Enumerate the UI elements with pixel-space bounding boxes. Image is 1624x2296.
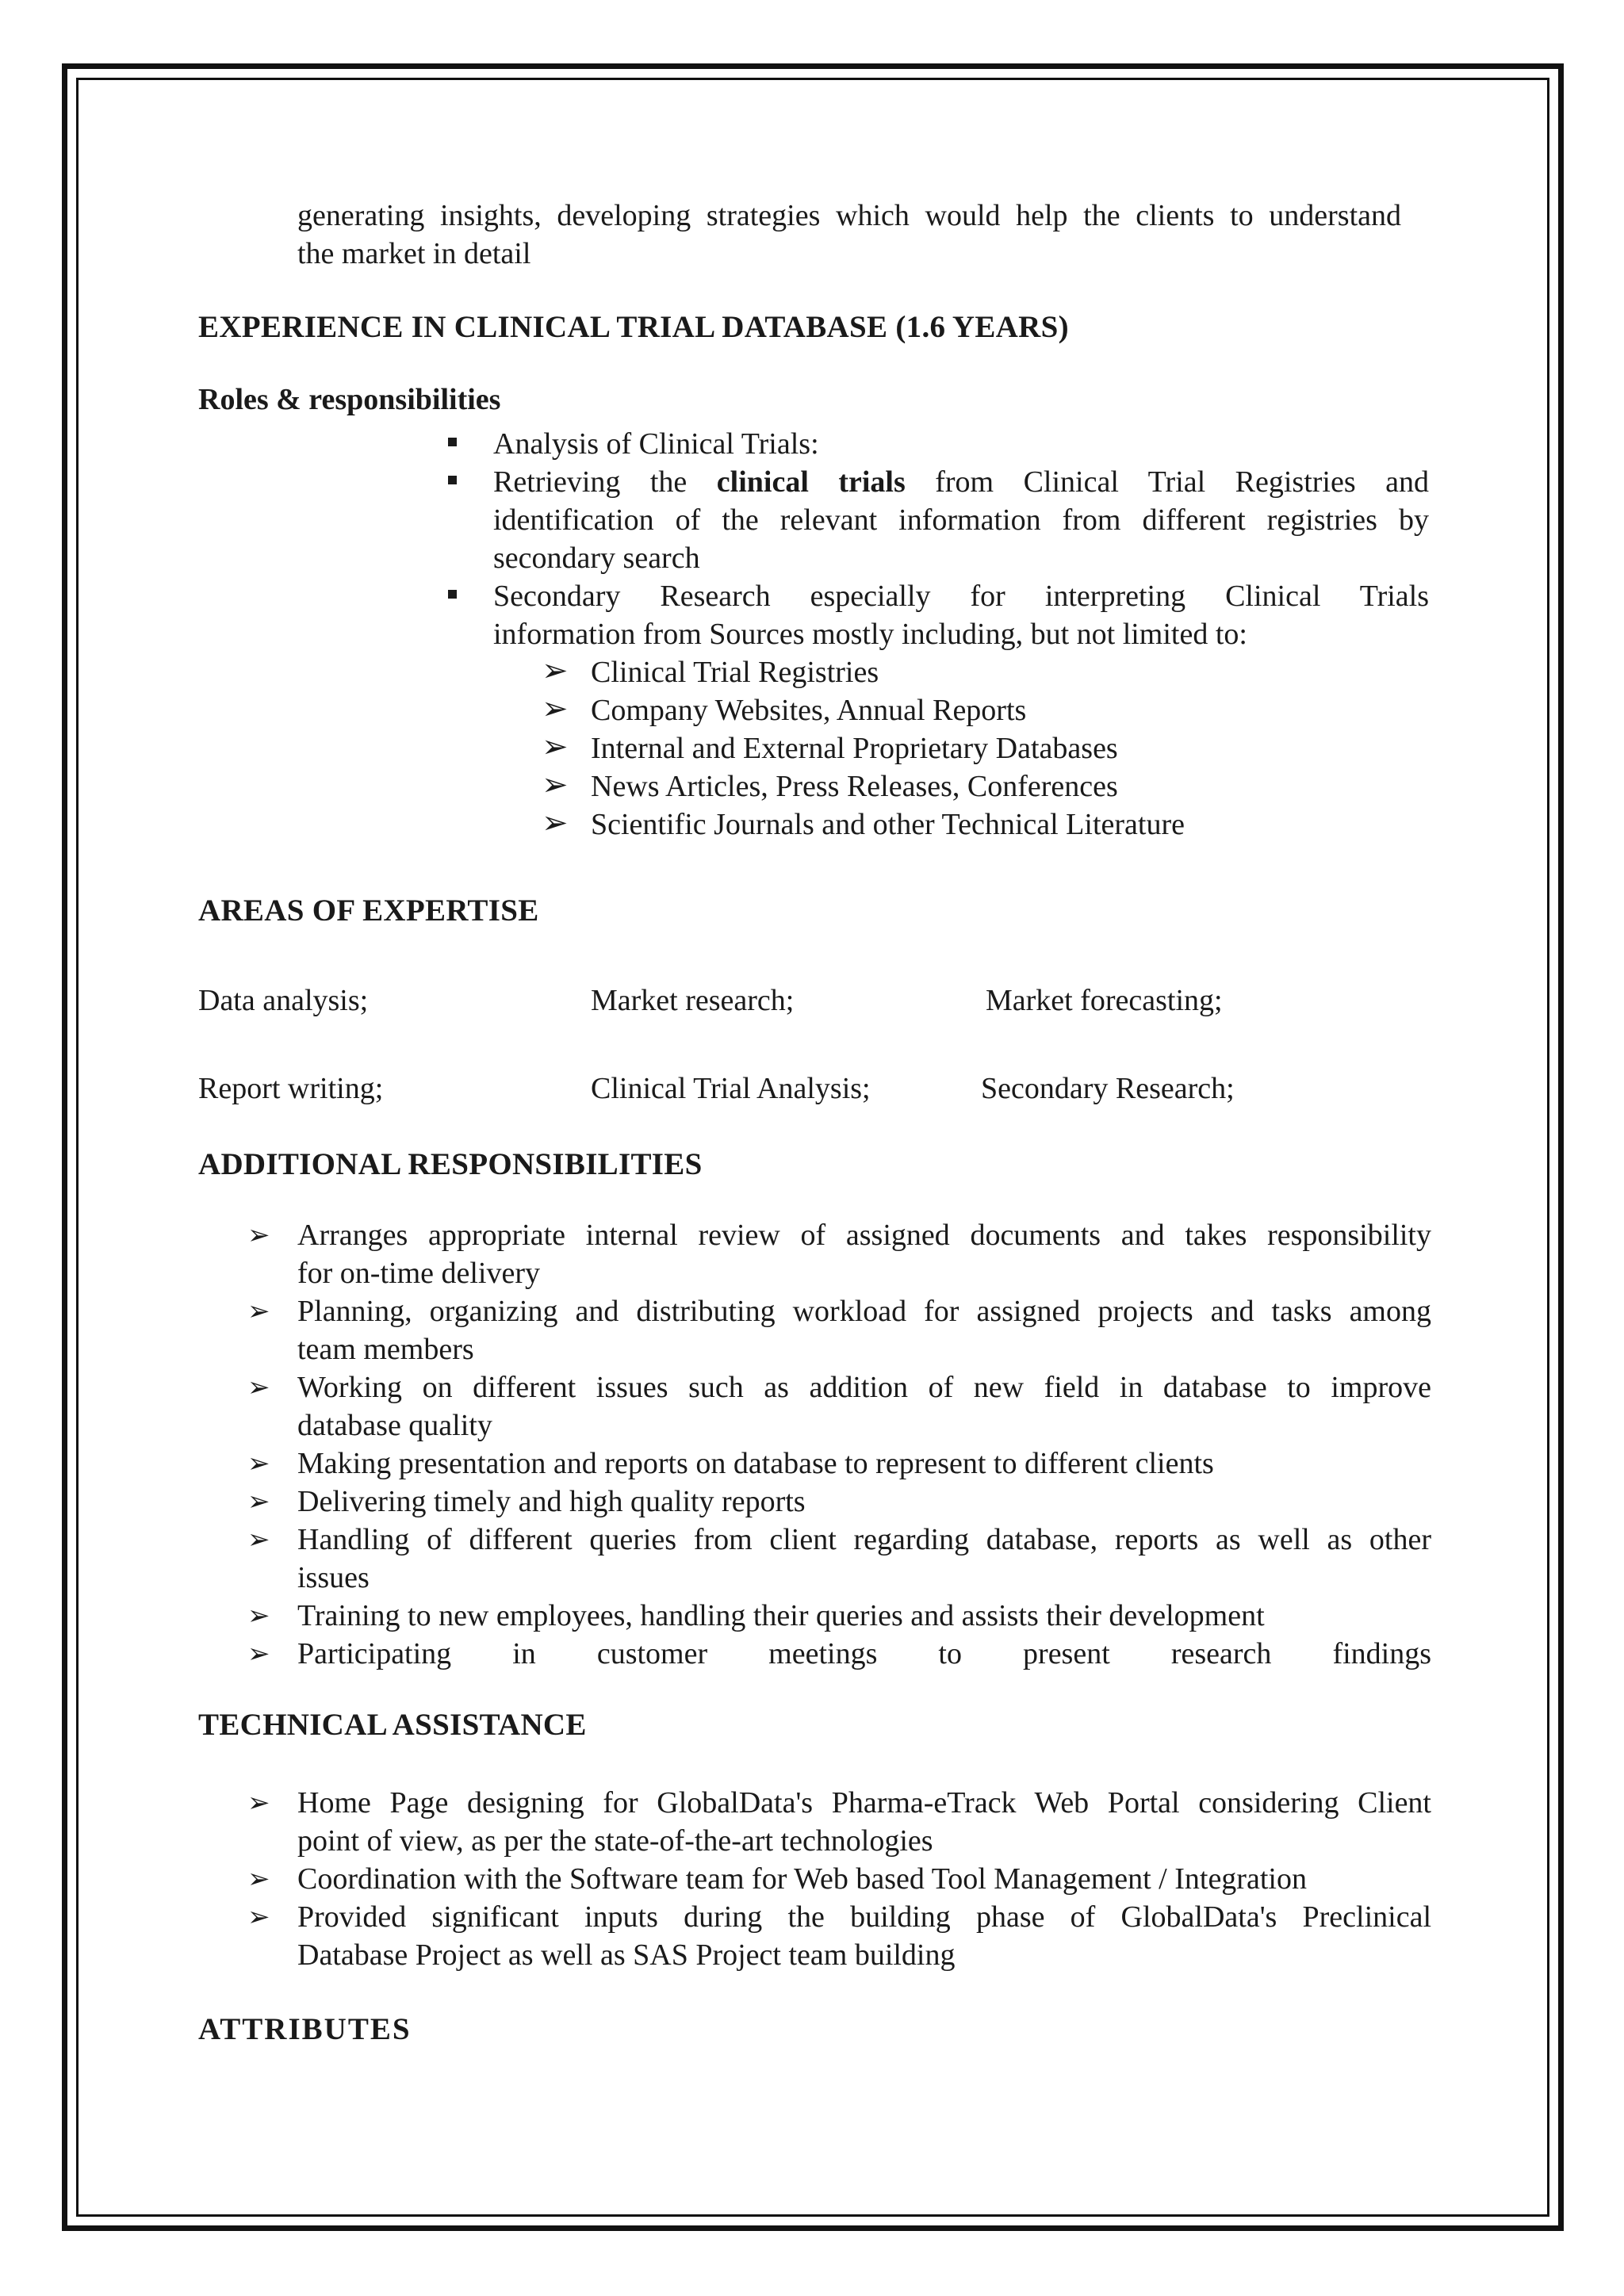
arrow-bullet-icon: ➢ [542,729,569,765]
technical-item-line-2: point of view, as per the state-of-the-art technologies [297,1824,933,1858]
additional-item-line-1: Planning, organizing and distributing workload for assigned projects and tasks among [297,1295,1431,1328]
arrow-bullet-icon: ➢ [542,652,569,689]
arrow-bullet-icon: ➢ [247,1787,270,1819]
additional-item-line-1: Training to new employees, handling their queries and assists their development [297,1599,1265,1632]
arrow-bullet-icon: ➢ [542,767,569,803]
additional-item-line-1: Making presentation and reports on database to represent to different clients [297,1447,1214,1480]
square-bullet-icon [448,476,457,484]
arrow-bullet-icon: ➢ [247,1448,270,1479]
clinical-heading: EXPERIENCE IN CLINICAL TRIAL DATABASE (1.6 YEARS) [198,310,1069,344]
clinical-bullet-2-line-3: secondary search [493,541,700,575]
clinical-bullet-2-line-2: identification of the relevant information from different registries by [493,503,1429,537]
arrow-bullet-icon: ➢ [247,1524,270,1556]
technical-item-line-1: Home Page designing for GlobalData's Pharma-eTrack Web Portal considering Client [297,1786,1431,1820]
technical-item-line-1: Coordination with the Software team for Web based Tool Management / Integration [297,1862,1307,1896]
additional-item-line-2: for on-time delivery [297,1257,541,1290]
attributes-heading: ATTRIBUTES [198,2012,412,2046]
arrow-bullet-icon: ➢ [247,1863,270,1895]
expertise-heading: AREAS OF EXPERTISE [198,894,539,928]
arrow-bullet-icon: ➢ [247,1600,270,1632]
clinical-bullet-1: Analysis of Clinical Trials: [493,427,819,461]
additional-heading: ADDITIONAL RESPONSIBILITIES [198,1147,703,1181]
additional-item-line-1: Arranges appropriate internal review of assigned documents and takes responsibility [297,1219,1431,1252]
square-bullet-icon [448,590,457,599]
arrow-bullet-icon: ➢ [247,1638,270,1670]
additional-item-line-1: Working on different issues such as addition of new field in database to improve [297,1371,1431,1404]
additional-item-line-2: issues [297,1561,370,1594]
arrow-bullet-icon: ➢ [247,1372,270,1403]
arrow-bullet-icon: ➢ [247,1901,270,1933]
arrow-bullet-icon: ➢ [247,1486,270,1517]
expertise-item: Market forecasting; [986,984,1223,1017]
arrow-bullet-icon: ➢ [542,805,569,841]
additional-item-line-1: Participating in customer meetings to present research findings [297,1637,1431,1670]
expertise-item: Secondary Research; [981,1072,1235,1105]
clinical-trials-emphasis: clinical trials [716,465,906,499]
source-item: News Articles, Press Releases, Conferences [591,770,1118,803]
additional-item-line-2: database quality [297,1409,492,1442]
intro-line-1: generating insights, developing strategies which would help the clients to understand [297,199,1401,232]
expertise-item: Report writing; [198,1072,384,1105]
arrow-bullet-icon: ➢ [247,1295,270,1327]
expertise-item: Data analysis; [198,984,369,1017]
technical-item-line-1: Provided significant inputs during the building phase of GlobalData's Preclinical [297,1900,1431,1934]
arrow-bullet-icon: ➢ [247,1219,270,1251]
roles-heading: Roles & responsibilities [198,383,501,416]
additional-item-line-2: team members [297,1333,474,1366]
square-bullet-icon [448,438,457,446]
source-item: Scientific Journals and other Technical Literature [591,808,1185,841]
expertise-item: Clinical Trial Analysis; [591,1072,871,1105]
clinical-bullet-3-line-2: information from Sources mostly including, but not limited to: [493,618,1247,651]
technical-heading: TECHNICAL ASSISTANCE [198,1708,587,1742]
additional-item-line-1: Handling of different queries from client regarding database, reports as well as other [297,1523,1431,1556]
additional-item-line-1: Delivering timely and high quality reports [297,1485,806,1518]
arrow-bullet-icon: ➢ [542,691,569,727]
source-item: Internal and External Proprietary Databases [591,732,1118,765]
intro-line-2: the market in detail [297,237,531,270]
expertise-item: Market research; [591,984,795,1017]
source-item: Company Websites, Annual Reports [591,694,1027,727]
technical-item-line-2: Database Project as well as SAS Project team building [297,1938,956,1972]
clinical-bullet-3-line-1: Secondary Research especially for interpreting Clinical Trials [493,580,1429,613]
source-item: Clinical Trial Registries [591,656,879,689]
clinical-bullet-2-line-1: Retrieving the clinical trials from Clinical Trial Registries and [493,465,1429,499]
